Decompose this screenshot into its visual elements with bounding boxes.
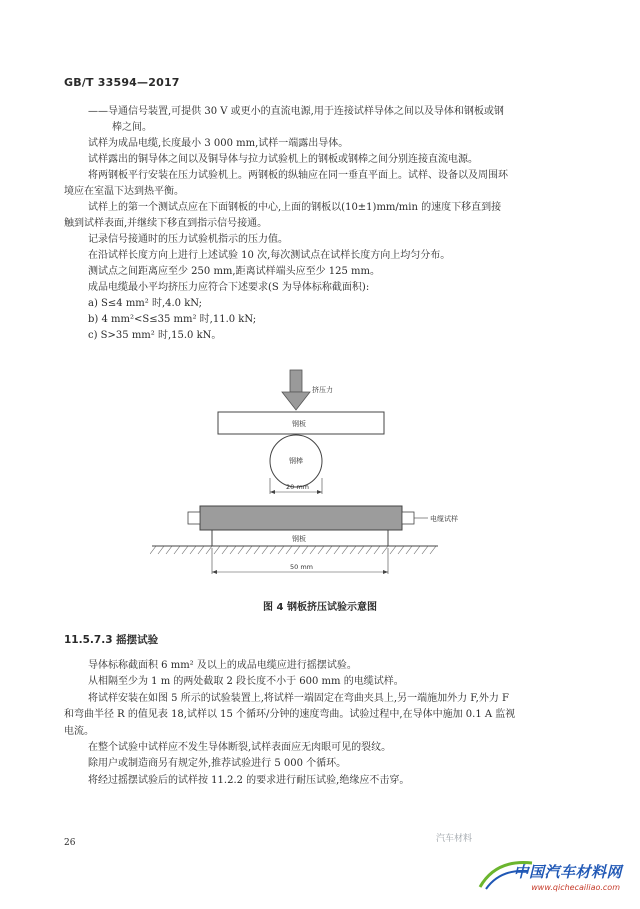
paragraph-line: 从相隔至少为 1 m 的两处截取 2 段长度不小于 600 mm 的电缆试样。: [88, 676, 404, 688]
figure-4-diagram: [150, 368, 480, 588]
figure-caption: 图 4 钢板挤压试验示意图: [263, 602, 377, 613]
paragraph-line: c) S>35 mm² 时,15.0 kN。: [88, 330, 222, 341]
paragraph-line: 电流。: [64, 725, 94, 737]
force-arrow-icon: [282, 370, 310, 410]
paragraph-line: 棒之间。: [112, 122, 152, 133]
cable-sample-label: 电缆试样: [430, 515, 458, 523]
paragraph-line: 试样上的第一个测试点应在下面钢板的中心,上面的钢板以(10±1)mm/min 的速度下移直到接: [88, 202, 502, 213]
paragraph-line: 在沿试样长度方向上进行上述试验 10 次,每次测试点在试样长度方向上均匀分布。: [88, 250, 451, 261]
paragraph-line: 测试点之间距离应至少 250 mm,距离试样端头应至少 125 mm。: [88, 266, 380, 277]
watermark-brand: 中国汽车材料网: [513, 863, 622, 881]
paragraph-line: b) 4 mm²<S≤35 mm² 时,11.0 kN;: [88, 314, 257, 325]
body-text-bottom: [64, 658, 592, 789]
paragraph-line: 在整个试验中试样应不发生导体断裂,试样表面应无肉眼可见的裂纹。: [88, 742, 392, 754]
document-header: GB/T 33594—2017: [64, 76, 180, 89]
paragraph-line: 将两钢板平行安装在压力试验机上。两钢板的纵轴应在同一垂直平面上。试样、设备以及周围环: [88, 170, 508, 181]
paragraph-line: 导体标称截面积 6 mm² 及以上的成品电缆应进行摇摆试验。: [88, 660, 357, 671]
paragraph-line: 和弯曲半径 R 的值见表 18,试样以 15 个循环/分钟的速度弯曲。试验过程中,在导体中施加 0.1 A 监视: [64, 709, 516, 721]
bottom-plate-label: 钢板: [292, 535, 306, 543]
paragraph-line: 成品电缆最小平均挤压力应符合下述要求(S 为导体标称截面积):: [88, 282, 370, 293]
rod-label: 钢棒: [289, 457, 303, 465]
paragraph-line: 试样为成品电缆,长度最小 3 000 mm,试样一端露出导体。: [88, 138, 349, 149]
cable-sample-shape: [200, 506, 402, 530]
paragraph-line: 将经过摇摆试验后的试样按 11.2.2 的要求进行耐压试验,绝缘应不击穿。: [88, 774, 410, 786]
rod-dimension-label: 20 mm: [286, 483, 310, 491]
paragraph-line: 境应在室温下达到热平衡。: [64, 186, 184, 197]
paragraph-line: 除用户或制造商另有规定外,推荐试验进行 5 000 个循环。: [88, 758, 347, 770]
watermark-url: www.qichecailiao.com: [531, 883, 620, 892]
top-plate-label: 钢板: [292, 420, 306, 428]
paragraph-line: 触到试样表面,并继续下移直到指示信号接通。: [64, 218, 268, 229]
watermark-logo: [436, 834, 626, 899]
section-heading: 11.5.7.3 摇摆试验: [64, 634, 159, 646]
plate-dimension-label: 50 mm: [290, 563, 314, 571]
ground-hatch: [150, 546, 436, 554]
paragraph-line: 将试样安装在如图 5 所示的试验装置上,将试样一端固定在弯曲夹具上,另一端施加外力 F,外力 F: [88, 692, 509, 704]
paragraph-line: a) S≤4 mm² 时,4.0 kN;: [88, 298, 203, 309]
paragraph-line: 记录信号接通时的压力试验机指示的压力值。: [88, 234, 288, 245]
paragraph-line: ——导通信号装置,可提供 30 V 或更小的直流电源,用于连接试样导体之间以及导体和钢板或钢: [88, 106, 504, 117]
watermark-mark: 汽车材料: [436, 834, 473, 844]
force-label: 挤压力: [312, 386, 333, 394]
body-text-top: [64, 104, 584, 344]
paragraph-line: 试样露出的铜导体之间以及铜导体与拉力试验机上的钢板或钢棒之间分别连接直流电源。: [88, 154, 478, 165]
page-number: 26: [64, 838, 76, 848]
